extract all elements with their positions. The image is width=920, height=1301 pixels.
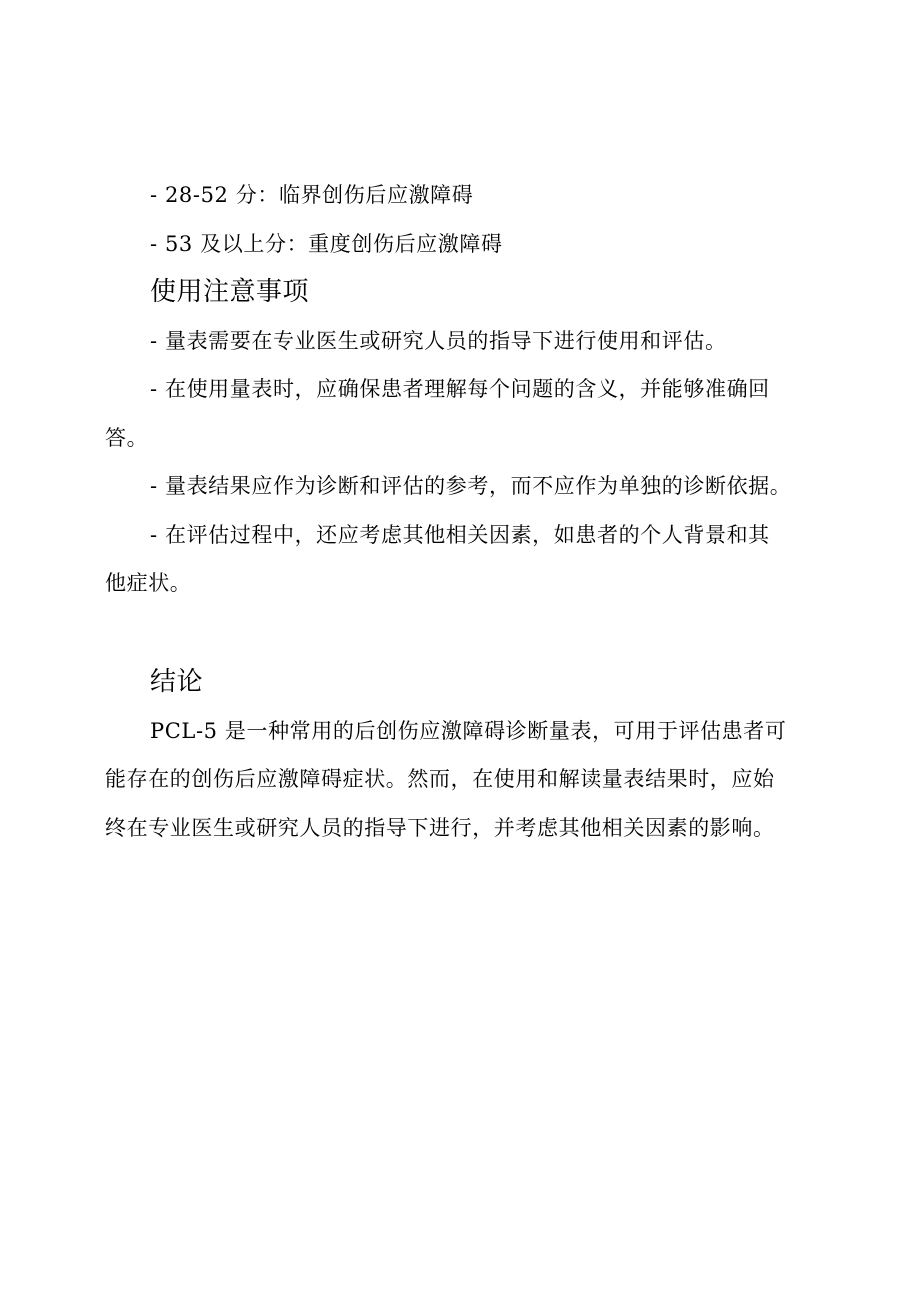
conclusion-line-3: 终在专业医生或研究人员的指导下进行，并考虑其他相关因素的影响。 xyxy=(105,816,775,840)
score-range-severe: - 53 及以上分：重度创伤后应激障碍 xyxy=(150,232,503,256)
usage-note-1: - 量表需要在专业医生或研究人员的指导下进行使用和评估。 xyxy=(150,329,727,353)
conclusion-line-1: PCL-5 是一种常用的后创伤应激障碍诊断量表，可用于评估患者可 xyxy=(150,719,787,743)
section-heading-usage-notes: 使用注意事项 xyxy=(150,277,310,307)
section-heading-conclusion: 结论 xyxy=(150,667,204,697)
conclusion-line-2: 能存在的创伤后应激障碍症状。然而，在使用和解读量表结果时，应始 xyxy=(105,767,775,791)
usage-note-2: - 在使用量表时，应确保患者理解每个问题的含义，并能够准确回 xyxy=(150,377,770,401)
usage-note-4-continuation: 他症状。 xyxy=(105,571,192,595)
usage-note-4: - 在评估过程中，还应考虑其他相关因素，如患者的个人背景和其 xyxy=(150,523,770,547)
usage-note-2-continuation: 答。 xyxy=(105,426,149,450)
score-range-moderate: - 28-52 分：临界创伤后应激障碍 xyxy=(150,183,474,207)
usage-note-3: - 量表结果应作为诊断和评估的参考，而不应作为单独的诊断依据。 xyxy=(150,474,792,498)
